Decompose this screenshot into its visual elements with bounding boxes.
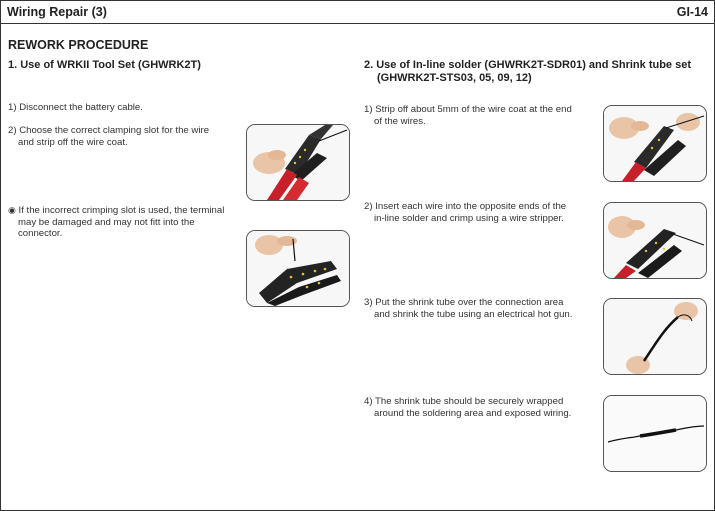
right-heading-line2: (GHWRK2T-STS03, 05, 09, 12) <box>377 72 532 84</box>
right-step-4-line1: 4) The shrink tube should be securely wrapped <box>364 396 564 407</box>
photo-strip-wire-end <box>603 105 707 182</box>
photo-strip-wire-coat <box>246 124 350 201</box>
left-note-line3: connector. <box>18 228 63 239</box>
right-step-2 <box>364 201 566 224</box>
right-step-2-line2: in-line solder and crimp using a wire stripper. <box>374 212 564 224</box>
left-step-2 <box>8 125 209 148</box>
photo-insert-inline-solder <box>603 202 707 279</box>
left-step-2-line1: 2) Choose the correct clamping slot for the wire <box>8 125 210 136</box>
photo-shrink-tube <box>603 298 707 375</box>
left-step-2-line2: and strip off the wire coat. <box>18 136 128 148</box>
right-step-4 <box>364 396 571 419</box>
right-step-2-line1: 2) Insert each wire into the opposite ends of the <box>364 201 567 212</box>
right-heading <box>364 59 691 85</box>
left-note <box>8 205 224 240</box>
left-step-1 <box>8 102 143 114</box>
right-step-3 <box>364 297 572 320</box>
right-step-3-line1: 3) Put the shrink tube over the connection area <box>364 297 564 308</box>
photo-wrapped-wiring <box>603 395 707 472</box>
note-bullet-icon: ◉ <box>8 205 16 215</box>
right-step-1 <box>364 104 572 127</box>
right-step-1-line2: of the wires. <box>374 115 426 127</box>
page-header <box>1 1 714 24</box>
right-step-1-line1: 1) Strip off about 5mm of the wire coat at the end <box>364 104 572 115</box>
left-note-line1: If the incorrect crimping slot is used, the terminal <box>18 205 225 216</box>
left-note-line2: may be damaged and may not fitt into the <box>18 216 195 228</box>
photo-crimping-slot <box>246 230 350 307</box>
left-step-1-text: 1) Disconnect the battery cable. <box>8 102 143 113</box>
left-heading: 1. Use of WRKII Tool Set (GHWRK2T) <box>8 59 201 71</box>
right-step-3-line2: and shrink the tube using an electrical hot gun. <box>374 308 573 320</box>
right-heading-line1: 2. Use of In-line solder (GHWRK2T-SDR01) and Shrink tube set <box>364 59 691 71</box>
section-title: REWORK PROCEDURE <box>8 38 149 52</box>
page-title: Wiring Repair (3) <box>7 5 107 19</box>
right-step-4-line2: around the soldering area and exposed wiring. <box>374 407 572 419</box>
page-code: GI-14 <box>676 5 708 19</box>
